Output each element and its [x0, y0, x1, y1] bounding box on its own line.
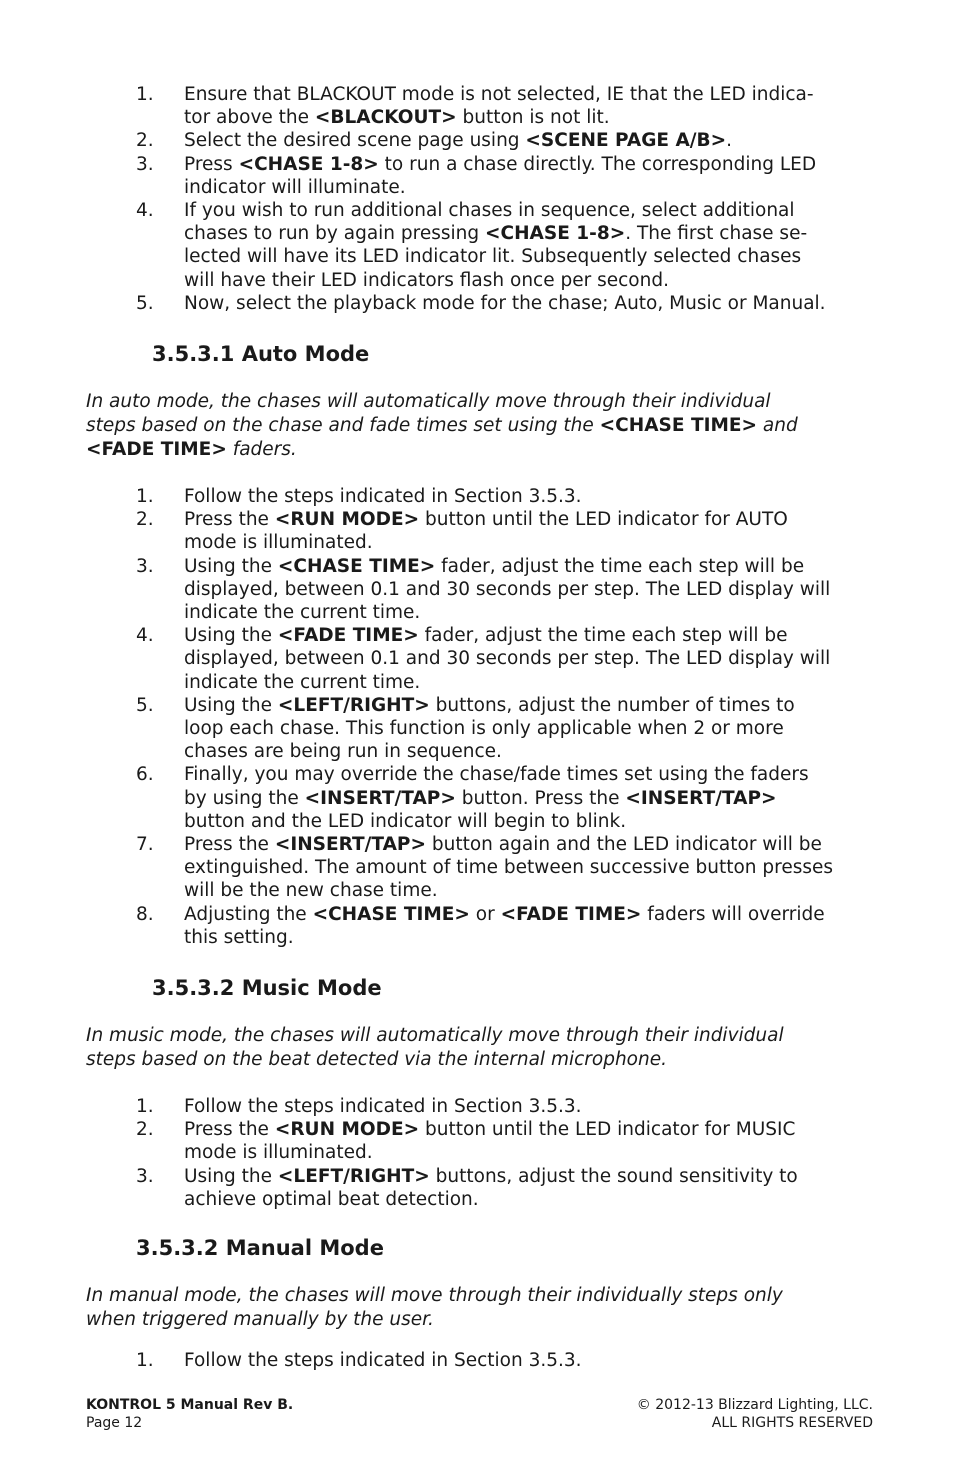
footer-copyright: © 2012-13 Blizzard Lighting, LLC.: [636, 1397, 873, 1413]
list-item-text: If you wish to run additional chases in sequence, select additional chases to run by again pressing <CHASE 1-8>. The first chase se- lected will have its LED indicator lit. Subsequently selected chases will have their LED indicators flash once per second.: [184, 200, 808, 291]
list-item-text: Press the <RUN MODE> button until the LED indicator for MUSIC mode is illuminated.: [184, 1119, 796, 1164]
list-item-text: Ensure that BLACKOUT mode is not selected, IE that the LED indica- tor above the <BLACKOUT> button is not lit.: [184, 84, 814, 129]
list-item-number: 1.: [136, 1350, 154, 1371]
list-item-text: Finally, you may override the chase/fade times set using the faders by using the <INSERT/TAP> button. Press the <INSERT/TAP> button and the LED indicator will begin to blink.: [184, 764, 809, 832]
list-item-number: 3.: [136, 555, 154, 577]
list-item-number: 7.: [136, 834, 154, 856]
button-reference: <FADE TIME>: [500, 903, 642, 925]
list-item-number: 5.: [136, 292, 154, 314]
button-reference: <SCENE PAGE A/B>: [525, 130, 727, 152]
list-item-text: Using the <LEFT/RIGHT> buttons, adjust the number of times to loop each chase. This function is only applicable when 2 or more chases are being run in sequence.: [184, 694, 795, 763]
button-reference: <BLACKOUT>: [314, 107, 457, 129]
list-item-text: Using the <LEFT/RIGHT> buttons, adjust the sound sensitivity to achieve optimal beat detection.: [184, 1165, 798, 1210]
button-reference: <FADE TIME>: [277, 625, 419, 647]
footer-title: KONTROL 5 Manual Rev B.: [86, 1397, 294, 1413]
list-item-text: Using the <CHASE TIME> fader, adjust the time each step will be displayed, between 0.1 and 30 seconds per step. The LED display will indicate the current time.: [184, 555, 831, 624]
list-item: [136, 485, 876, 508]
footer-right: [637, 1397, 873, 1432]
list-item-text: Press <CHASE 1-8> to run a chase directly. The corresponding LED indicator will illuminate.: [184, 153, 817, 198]
manual-mode-steps: [136, 1349, 876, 1372]
manual-mode-heading: 3.5.3.2 Manual Mode: [136, 1236, 384, 1260]
footer-rights: ALL RIGHTS RESERVED: [711, 1414, 873, 1431]
list-item-text: Follow the steps indicated in Section 3.5.3.: [184, 1350, 582, 1371]
button-reference: <INSERT/TAP>: [304, 787, 456, 809]
list-item: [136, 833, 876, 903]
list-item-number: 2.: [136, 1119, 154, 1141]
button-reference: <RUN MODE>: [274, 509, 420, 531]
steps-general-list: [136, 83, 876, 315]
list-item-text: Follow the steps indicated in Section 3.5.3.: [184, 1096, 582, 1117]
list-item-text: Follow the steps indicated in Section 3.5.3.: [184, 486, 582, 507]
list-item: [136, 1165, 876, 1211]
list-item-number: 4.: [136, 625, 154, 647]
button-reference: <LEFT/RIGHT>: [277, 1165, 430, 1187]
button-reference: <RUN MODE>: [274, 1119, 420, 1141]
list-item-number: 8.: [136, 903, 154, 925]
list-item-number: 3.: [136, 1165, 154, 1187]
list-item-number: 4.: [136, 200, 154, 222]
list-item: [136, 199, 876, 292]
list-item-number: 5.: [136, 694, 154, 716]
button-reference: <FADE TIME>: [86, 439, 227, 460]
list-item-text: Press the <INSERT/TAP> button again and the LED indicator will be extinguished. The amount of time between successive button presses will be the new chase time.: [184, 834, 834, 902]
list-item-number: 3.: [136, 153, 154, 175]
button-reference: <CHASE TIME>: [277, 555, 436, 577]
list-item-text: Press the <RUN MODE> button until the LED indicator for AUTO mode is illuminated.: [184, 509, 788, 554]
auto-mode-heading: 3.5.3.1 Auto Mode: [152, 342, 370, 366]
button-reference: <LEFT/RIGHT>: [277, 694, 430, 716]
list-item-number: 1.: [136, 84, 154, 105]
list-item: [136, 292, 876, 315]
list-item-number: 1.: [136, 1096, 154, 1117]
footer-page-number: Page 12: [86, 1414, 143, 1431]
list-item: [136, 1118, 876, 1164]
button-reference: <CHASE TIME>: [312, 903, 470, 925]
footer-left: [86, 1397, 293, 1432]
list-item: [136, 508, 876, 554]
list-item: [136, 1349, 876, 1372]
list-item: [136, 903, 876, 949]
list-item: [136, 153, 876, 199]
list-item: [136, 83, 876, 129]
button-reference: <CHASE 1-8>: [485, 223, 626, 245]
list-item: [136, 694, 876, 764]
manual-mode-intro: In manual mode, the chases will move through their individually steps only when triggered manually by the user.: [86, 1285, 783, 1330]
button-reference: <CHASE 1-8>: [238, 153, 379, 175]
list-item-text: Now, select the playback mode for the chase; Auto, Music or Manual.: [184, 292, 826, 314]
list-item-number: 6.: [136, 764, 154, 786]
list-item: [136, 763, 876, 833]
list-item-text: Select the desired scene page using <SCENE PAGE A/B>.: [184, 130, 733, 152]
auto-mode-steps: [136, 485, 876, 949]
music-mode-intro: In music mode, the chases will automatically move through their individual steps based on the beat detected via the internal microphone.: [86, 1025, 784, 1070]
list-item: [136, 555, 876, 625]
list-item: [136, 129, 876, 152]
list-item: [136, 624, 876, 694]
list-item: [136, 1095, 876, 1118]
list-item-text: Adjusting the <CHASE TIME> or <FADE TIME> faders will override this setting.: [184, 903, 825, 948]
music-mode-heading: 3.5.3.2 Music Mode: [152, 976, 382, 1000]
list-item-number: 1.: [136, 486, 154, 507]
button-reference: <INSERT/TAP>: [625, 787, 777, 809]
list-item-number: 2.: [136, 509, 154, 531]
button-reference: <INSERT/TAP>: [274, 834, 426, 856]
auto-mode-intro: In auto mode, the chases will automatically move through their individual steps based on the chase and fade times set using the <CHASE TIME> and <FADE TIME> faders.: [86, 391, 798, 460]
list-item-number: 2.: [136, 130, 154, 152]
list-item-text: Using the <FADE TIME> fader, adjust the time each step will be displayed, between 0.1 and 30 seconds per step. The LED display will indicate the current time.: [184, 625, 831, 693]
button-reference: <CHASE TIME>: [599, 415, 758, 436]
music-mode-steps: [136, 1095, 876, 1211]
